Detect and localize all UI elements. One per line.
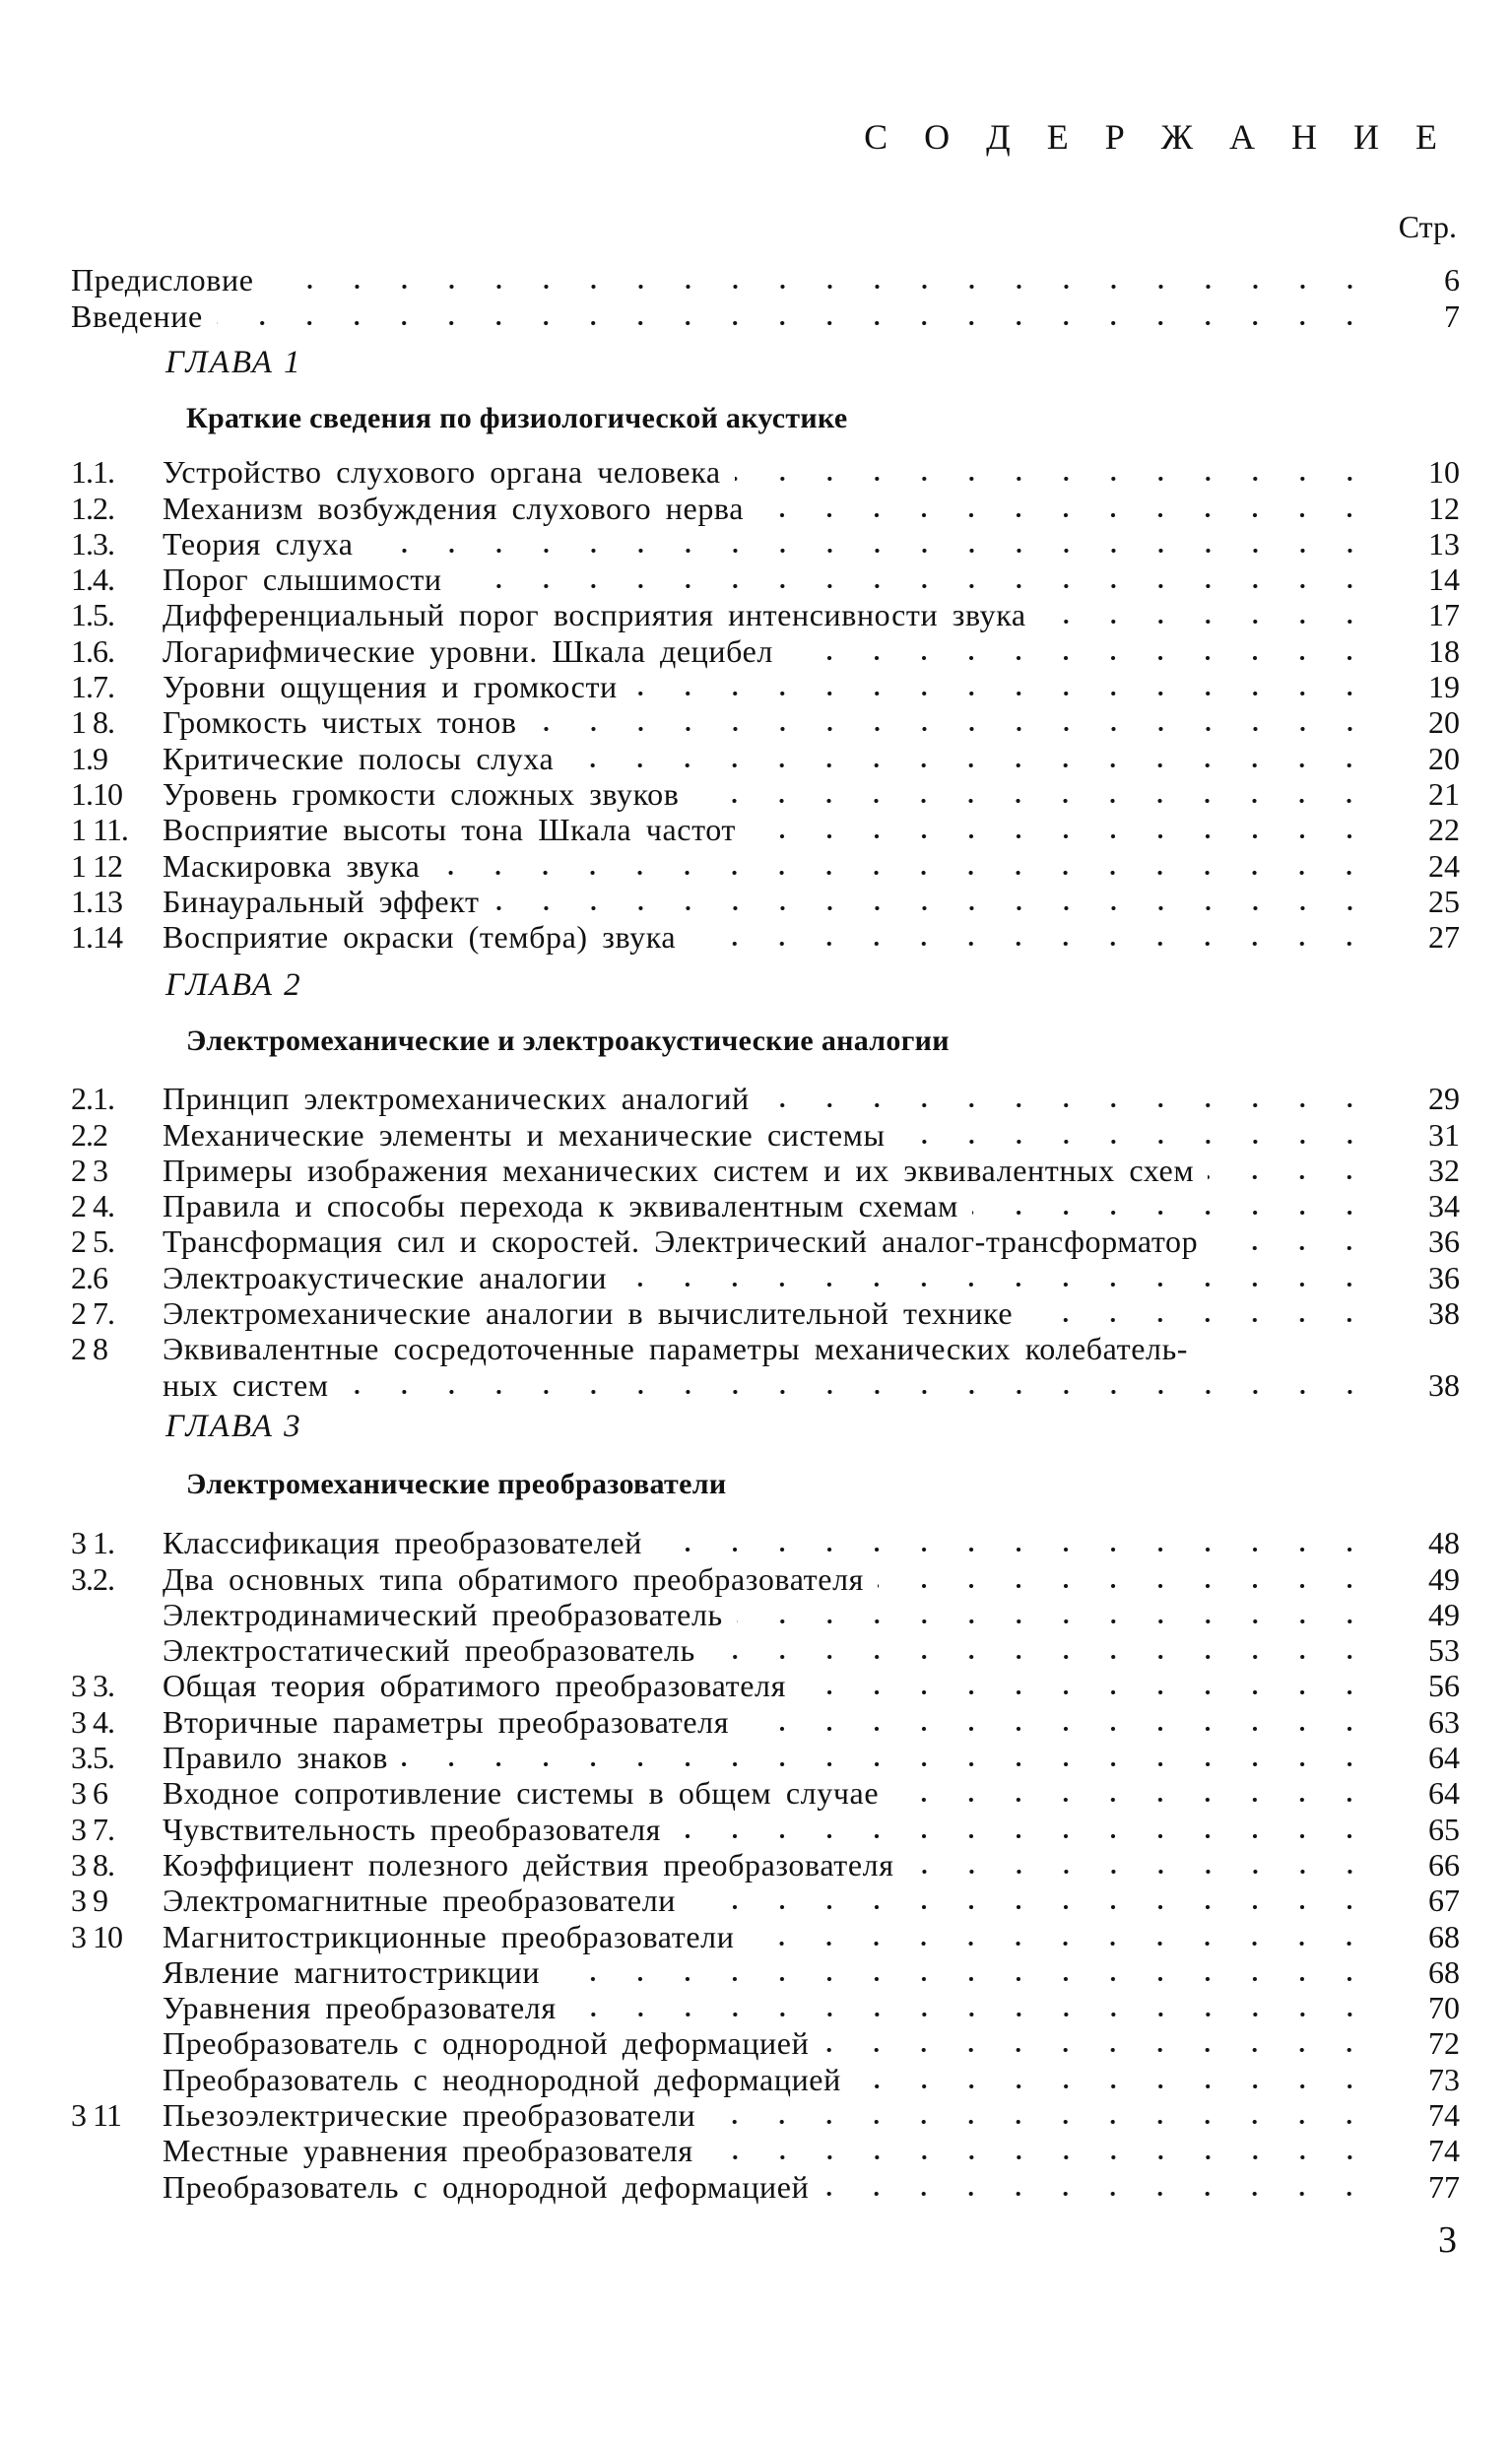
page-number: 3 bbox=[1438, 2219, 1457, 2261]
toc-entry bbox=[71, 847, 1460, 883]
entry-title: Магнитострикционные преобразователи bbox=[163, 1918, 735, 1954]
entry-number: 1.4. bbox=[71, 561, 114, 598]
entry-title: Общая теория обратимого преобразователя bbox=[163, 1668, 786, 1704]
entry-page: 68 bbox=[1428, 1918, 1460, 1954]
entry-page: 21 bbox=[1428, 775, 1460, 812]
toc-entry bbox=[71, 1811, 1460, 1846]
toc-entry bbox=[71, 1883, 1460, 1918]
entry-number: 2 8 bbox=[71, 1331, 107, 1367]
entry-title: Механизм возбуждения слухового нерва bbox=[163, 490, 745, 526]
dot-leader bbox=[367, 546, 1373, 556]
entry-title: Чувствительность преобразователя bbox=[163, 1811, 661, 1847]
dot-leader bbox=[757, 510, 1373, 520]
entry-number: 3.2. bbox=[71, 1560, 114, 1597]
dot-leader bbox=[737, 1617, 1373, 1626]
toc-entry bbox=[71, 812, 1460, 847]
dot-leader bbox=[748, 1939, 1373, 1949]
chapter-3-label: ГЛАВА 3 bbox=[165, 1409, 302, 1444]
toc-entry bbox=[71, 297, 1460, 333]
chapter-2-entries bbox=[71, 1081, 1460, 1403]
entry-number: 2 3 bbox=[71, 1152, 107, 1188]
entry-number: 1 11. bbox=[71, 812, 128, 848]
entry-page: 64 bbox=[1428, 1775, 1460, 1812]
entry-number: 3.5. bbox=[71, 1740, 114, 1776]
toc-entry bbox=[71, 1632, 1460, 1668]
dot-leader bbox=[567, 760, 1373, 770]
entry-title: Уровни ощущения и громкости bbox=[163, 669, 618, 705]
entry-page: 64 bbox=[1428, 1740, 1460, 1776]
entry-page: 10 bbox=[1428, 454, 1460, 491]
entry-number: 2 4. bbox=[71, 1188, 114, 1224]
entry-page: 17 bbox=[1428, 597, 1460, 633]
entry-number: 3 8. bbox=[71, 1846, 114, 1883]
dot-leader bbox=[554, 1974, 1373, 1984]
dot-leader bbox=[878, 1581, 1373, 1591]
toc-entry bbox=[71, 2061, 1460, 2096]
entry-title: Маскировка звука bbox=[163, 847, 421, 884]
entry-title: Громкость чистых тонов bbox=[163, 704, 517, 741]
entry-page: 77 bbox=[1428, 2168, 1460, 2205]
entry-page: 6 bbox=[1444, 262, 1460, 298]
dot-leader bbox=[570, 2010, 1373, 2019]
dot-leader bbox=[217, 318, 1373, 328]
entry-title: Явление магнитострикции bbox=[163, 1953, 541, 1990]
entry-title: Электростатический преобразователь bbox=[163, 1632, 695, 1669]
entry-number: 1.5. bbox=[71, 597, 114, 633]
entry-title: Два основных типа обратимого преобразователя bbox=[163, 1560, 864, 1597]
dot-leader bbox=[908, 1867, 1373, 1877]
entry-title: Уровень громкости сложных звуков bbox=[163, 775, 680, 812]
toc-entry bbox=[71, 1560, 1460, 1596]
dot-leader bbox=[855, 2081, 1373, 2091]
entry-title: Электроакустические аналогии bbox=[163, 1259, 608, 1295]
entry-page: 13 bbox=[1428, 525, 1460, 561]
entry-title: Преобразователь с неоднородной деформацией bbox=[163, 2061, 841, 2097]
chapter-2-label: ГЛАВА 2 bbox=[165, 967, 302, 1003]
toc-entry bbox=[71, 1153, 1460, 1188]
toc-entry bbox=[71, 1668, 1460, 1703]
toc-entry bbox=[71, 454, 1460, 490]
dot-leader bbox=[735, 474, 1373, 484]
entry-number: 1.9 bbox=[71, 740, 107, 776]
entry-page: 14 bbox=[1428, 561, 1460, 598]
toc-entry bbox=[71, 1223, 1460, 1259]
entry-page: 48 bbox=[1428, 1525, 1460, 1561]
entry-number: 3 4. bbox=[71, 1703, 114, 1740]
dot-leader bbox=[402, 1759, 1373, 1769]
dot-leader bbox=[709, 1652, 1373, 1662]
entry-number: 1 12 bbox=[71, 847, 122, 884]
entry-page: 34 bbox=[1428, 1188, 1460, 1224]
entry-number: 3 10 bbox=[71, 1918, 122, 1954]
entry-page: 70 bbox=[1428, 1990, 1460, 2026]
dot-leader bbox=[621, 1280, 1373, 1289]
toc-entry bbox=[71, 1116, 1460, 1152]
toc-entry bbox=[71, 1259, 1460, 1294]
entry-page: 49 bbox=[1428, 1596, 1460, 1632]
entry-title: Примеры изображения механических систем и их эквивалентных схем bbox=[163, 1152, 1195, 1188]
toc-entry-continuation bbox=[71, 1366, 1460, 1402]
dot-leader bbox=[493, 903, 1373, 913]
entry-title: Дифференциальный порог восприятия интенсивности звука bbox=[163, 597, 1026, 633]
entry-number: 2.6 bbox=[71, 1259, 107, 1295]
entry-title: Порог слышимости bbox=[163, 561, 442, 598]
dot-leader bbox=[709, 2117, 1373, 2127]
entry-title: Восприятие высоты тона Шкала частот bbox=[163, 812, 737, 848]
toc-entry bbox=[71, 1990, 1460, 2025]
entry-title: Принцип электромеханических аналогий bbox=[163, 1081, 750, 1117]
entry-title: Предисловие bbox=[71, 262, 254, 298]
entry-page: 56 bbox=[1428, 1668, 1460, 1704]
toc-entry bbox=[71, 704, 1460, 740]
toc-entry bbox=[71, 632, 1460, 668]
entry-page: 20 bbox=[1428, 704, 1460, 741]
entry-number: 3 1. bbox=[71, 1525, 114, 1561]
dot-leader bbox=[656, 1545, 1373, 1554]
entry-number: 1.10 bbox=[71, 775, 122, 812]
entry-title: Критические полосы слуха bbox=[163, 740, 555, 776]
toc-entry bbox=[71, 1954, 1460, 1990]
entry-title: Бинауральный эффект bbox=[163, 883, 480, 919]
chapter-1-entries bbox=[71, 454, 1460, 955]
dot-leader bbox=[822, 2189, 1373, 2199]
toc-entry bbox=[71, 2097, 1460, 2133]
entry-page: 24 bbox=[1428, 847, 1460, 884]
toc-entry bbox=[71, 597, 1460, 632]
entry-number: 3 3. bbox=[71, 1668, 114, 1704]
entry-title: Электродинамический преобразователь bbox=[163, 1596, 723, 1632]
dot-leader bbox=[743, 1724, 1373, 1734]
entry-title: Введение bbox=[71, 297, 203, 334]
dot-leader bbox=[690, 939, 1373, 949]
dot-leader bbox=[787, 653, 1373, 663]
entry-page: 49 bbox=[1428, 1560, 1460, 1597]
dot-leader bbox=[972, 1208, 1373, 1218]
entry-page: 32 bbox=[1428, 1152, 1460, 1188]
entry-page: 38 bbox=[1428, 1366, 1460, 1403]
chapter-3-entries bbox=[71, 1525, 1460, 2205]
toc-entry bbox=[71, 2168, 1460, 2204]
entry-page: 74 bbox=[1428, 2133, 1460, 2169]
entry-number: 1.13 bbox=[71, 883, 122, 919]
entry-title: Логарифмические уровни. Шкала децибел bbox=[163, 632, 773, 669]
toc-entry bbox=[71, 1188, 1460, 1223]
chapter-3-heading: Электромеханические преобразователи bbox=[186, 1468, 727, 1500]
entry-title-continuation: ных систем bbox=[163, 1366, 329, 1403]
dot-leader bbox=[763, 1100, 1373, 1110]
entry-page: 31 bbox=[1428, 1116, 1460, 1153]
entry-page: 74 bbox=[1428, 2097, 1460, 2134]
entry-page: 73 bbox=[1428, 2061, 1460, 2097]
toc-entry bbox=[71, 561, 1460, 597]
entry-number: 1.7. bbox=[71, 669, 114, 705]
entry-number: 1.14 bbox=[71, 919, 122, 956]
entry-title: Электромеханические аналогии в вычислительной технике bbox=[163, 1295, 1014, 1332]
chapter-1-label: ГЛАВА 1 bbox=[165, 345, 302, 380]
entry-page: 25 bbox=[1428, 883, 1460, 919]
entry-number: 1.1. bbox=[71, 454, 114, 491]
entry-number: 1.2. bbox=[71, 490, 114, 526]
entry-number: 2 7. bbox=[71, 1295, 114, 1332]
dot-leader bbox=[899, 1137, 1373, 1147]
entry-title: Механические элементы и механические системы bbox=[163, 1116, 886, 1153]
entry-title: Местные уравнения преобразователя bbox=[163, 2133, 693, 2169]
dot-leader bbox=[631, 689, 1373, 698]
entry-number: 1.6. bbox=[71, 632, 114, 669]
entry-title: Правила и способы перехода к эквивалентным схемам bbox=[163, 1188, 958, 1224]
entry-number: 3 6 bbox=[71, 1775, 107, 1812]
entry-page: 65 bbox=[1428, 1811, 1460, 1847]
entry-title: Восприятие окраски (тембра) звука bbox=[163, 919, 677, 956]
dot-leader bbox=[343, 1387, 1373, 1397]
toc-entry bbox=[71, 669, 1460, 704]
entry-page: 22 bbox=[1428, 812, 1460, 848]
page-column-label: Стр. bbox=[1398, 209, 1457, 244]
entry-page: 66 bbox=[1428, 1846, 1460, 1883]
toc-entry bbox=[71, 740, 1460, 775]
toc-entry bbox=[71, 1295, 1460, 1331]
front-matter bbox=[71, 262, 1460, 334]
entry-title: Устройство слухового органа человека bbox=[163, 454, 721, 491]
dot-leader bbox=[707, 2152, 1373, 2162]
entry-title: Классификация преобразователей bbox=[163, 1525, 642, 1561]
entry-title: Правило знаков bbox=[163, 1740, 388, 1776]
entry-page: 38 bbox=[1428, 1295, 1460, 1332]
dot-leader bbox=[1212, 1243, 1373, 1253]
entry-title: Преобразователь с однородной деформацией bbox=[163, 2025, 810, 2062]
entry-number: 3 9 bbox=[71, 1883, 107, 1919]
entry-page: 53 bbox=[1428, 1632, 1460, 1669]
entry-page: 63 bbox=[1428, 1703, 1460, 1740]
toc-entry bbox=[71, 776, 1460, 812]
dot-leader bbox=[822, 2045, 1373, 2055]
toc-entry bbox=[71, 262, 1460, 297]
entry-page: 36 bbox=[1428, 1259, 1460, 1295]
entry-title: Трансформация сил и скоростей. Электрический аналог-трансформатор bbox=[163, 1223, 1199, 1260]
chapter-2-heading: Электромеханические и электроакустические аналогии bbox=[186, 1024, 950, 1057]
entry-number: 2.2 bbox=[71, 1116, 107, 1153]
toc-entry bbox=[71, 1918, 1460, 1953]
dot-leader bbox=[433, 868, 1373, 878]
entry-number: 1 8. bbox=[71, 704, 114, 741]
entry-page: 7 bbox=[1444, 297, 1460, 334]
entry-page: 68 bbox=[1428, 1953, 1460, 1990]
dot-leader bbox=[456, 581, 1373, 591]
entry-page: 19 bbox=[1428, 669, 1460, 705]
entry-title: Преобразователь с однородной деформацией bbox=[163, 2168, 810, 2205]
entry-page: 12 bbox=[1428, 490, 1460, 526]
entry-title: Входное сопротивление системы в общем случае bbox=[163, 1775, 880, 1812]
entry-page: 72 bbox=[1428, 2025, 1460, 2062]
dot-leader bbox=[675, 1831, 1373, 1841]
dot-leader bbox=[800, 1687, 1373, 1697]
entry-page: 20 bbox=[1428, 740, 1460, 776]
entry-page: 36 bbox=[1428, 1223, 1460, 1260]
toc-entry bbox=[71, 1740, 1460, 1775]
toc-entry bbox=[71, 1525, 1460, 1560]
entry-title: Электромагнитные преобразователи bbox=[163, 1883, 676, 1919]
entry-page: 67 bbox=[1428, 1883, 1460, 1919]
entry-title: Коэффициент полезного действия преобразователя bbox=[163, 1846, 894, 1883]
entry-title: Пьезоэлектрические преобразователи bbox=[163, 2097, 696, 2134]
toc-entry bbox=[71, 490, 1460, 525]
dot-leader bbox=[1026, 1315, 1373, 1325]
toc-entry bbox=[71, 1331, 1460, 1366]
dot-leader bbox=[892, 1795, 1373, 1805]
entry-page: 27 bbox=[1428, 919, 1460, 956]
toc-entry bbox=[71, 1081, 1460, 1116]
entry-title: Теория слуха bbox=[163, 525, 354, 561]
dot-leader bbox=[1208, 1172, 1373, 1182]
dot-leader bbox=[750, 831, 1373, 841]
toc-entry bbox=[71, 1775, 1460, 1811]
dot-leader bbox=[690, 1902, 1373, 1912]
entry-number: 3 7. bbox=[71, 1811, 114, 1847]
toc-entry bbox=[71, 1703, 1460, 1739]
toc-entry bbox=[71, 2133, 1460, 2168]
dot-leader bbox=[1040, 617, 1373, 627]
toc-entry bbox=[71, 1597, 1460, 1632]
toc-entry bbox=[71, 884, 1460, 919]
entry-title: Вторичные параметры преобразователя bbox=[163, 1703, 730, 1740]
entry-title: Уравнения преобразователя bbox=[163, 1990, 557, 2026]
entry-page: 29 bbox=[1428, 1081, 1460, 1117]
entry-number: 1.3. bbox=[71, 525, 114, 561]
entry-number: 2.1. bbox=[71, 1081, 114, 1117]
toc-entry bbox=[71, 919, 1460, 955]
entry-number: 3 11 bbox=[71, 2097, 121, 2134]
dot-leader bbox=[692, 796, 1373, 806]
entry-title: Эквивалентные сосредоточенные параметры механических колебатель- bbox=[163, 1331, 1189, 1367]
toc-title: С О Д Е Р Ж А Н И Е bbox=[864, 117, 1451, 157]
chapter-1-heading: Краткие сведения по физиологической акустике bbox=[186, 402, 848, 434]
toc-entry bbox=[71, 2025, 1460, 2061]
dot-leader bbox=[531, 724, 1373, 734]
entry-number: 2 5. bbox=[71, 1223, 114, 1260]
toc-entry bbox=[71, 526, 1460, 561]
dot-leader bbox=[268, 282, 1373, 292]
toc-entry bbox=[71, 1847, 1460, 1883]
entry-page: 18 bbox=[1428, 632, 1460, 669]
